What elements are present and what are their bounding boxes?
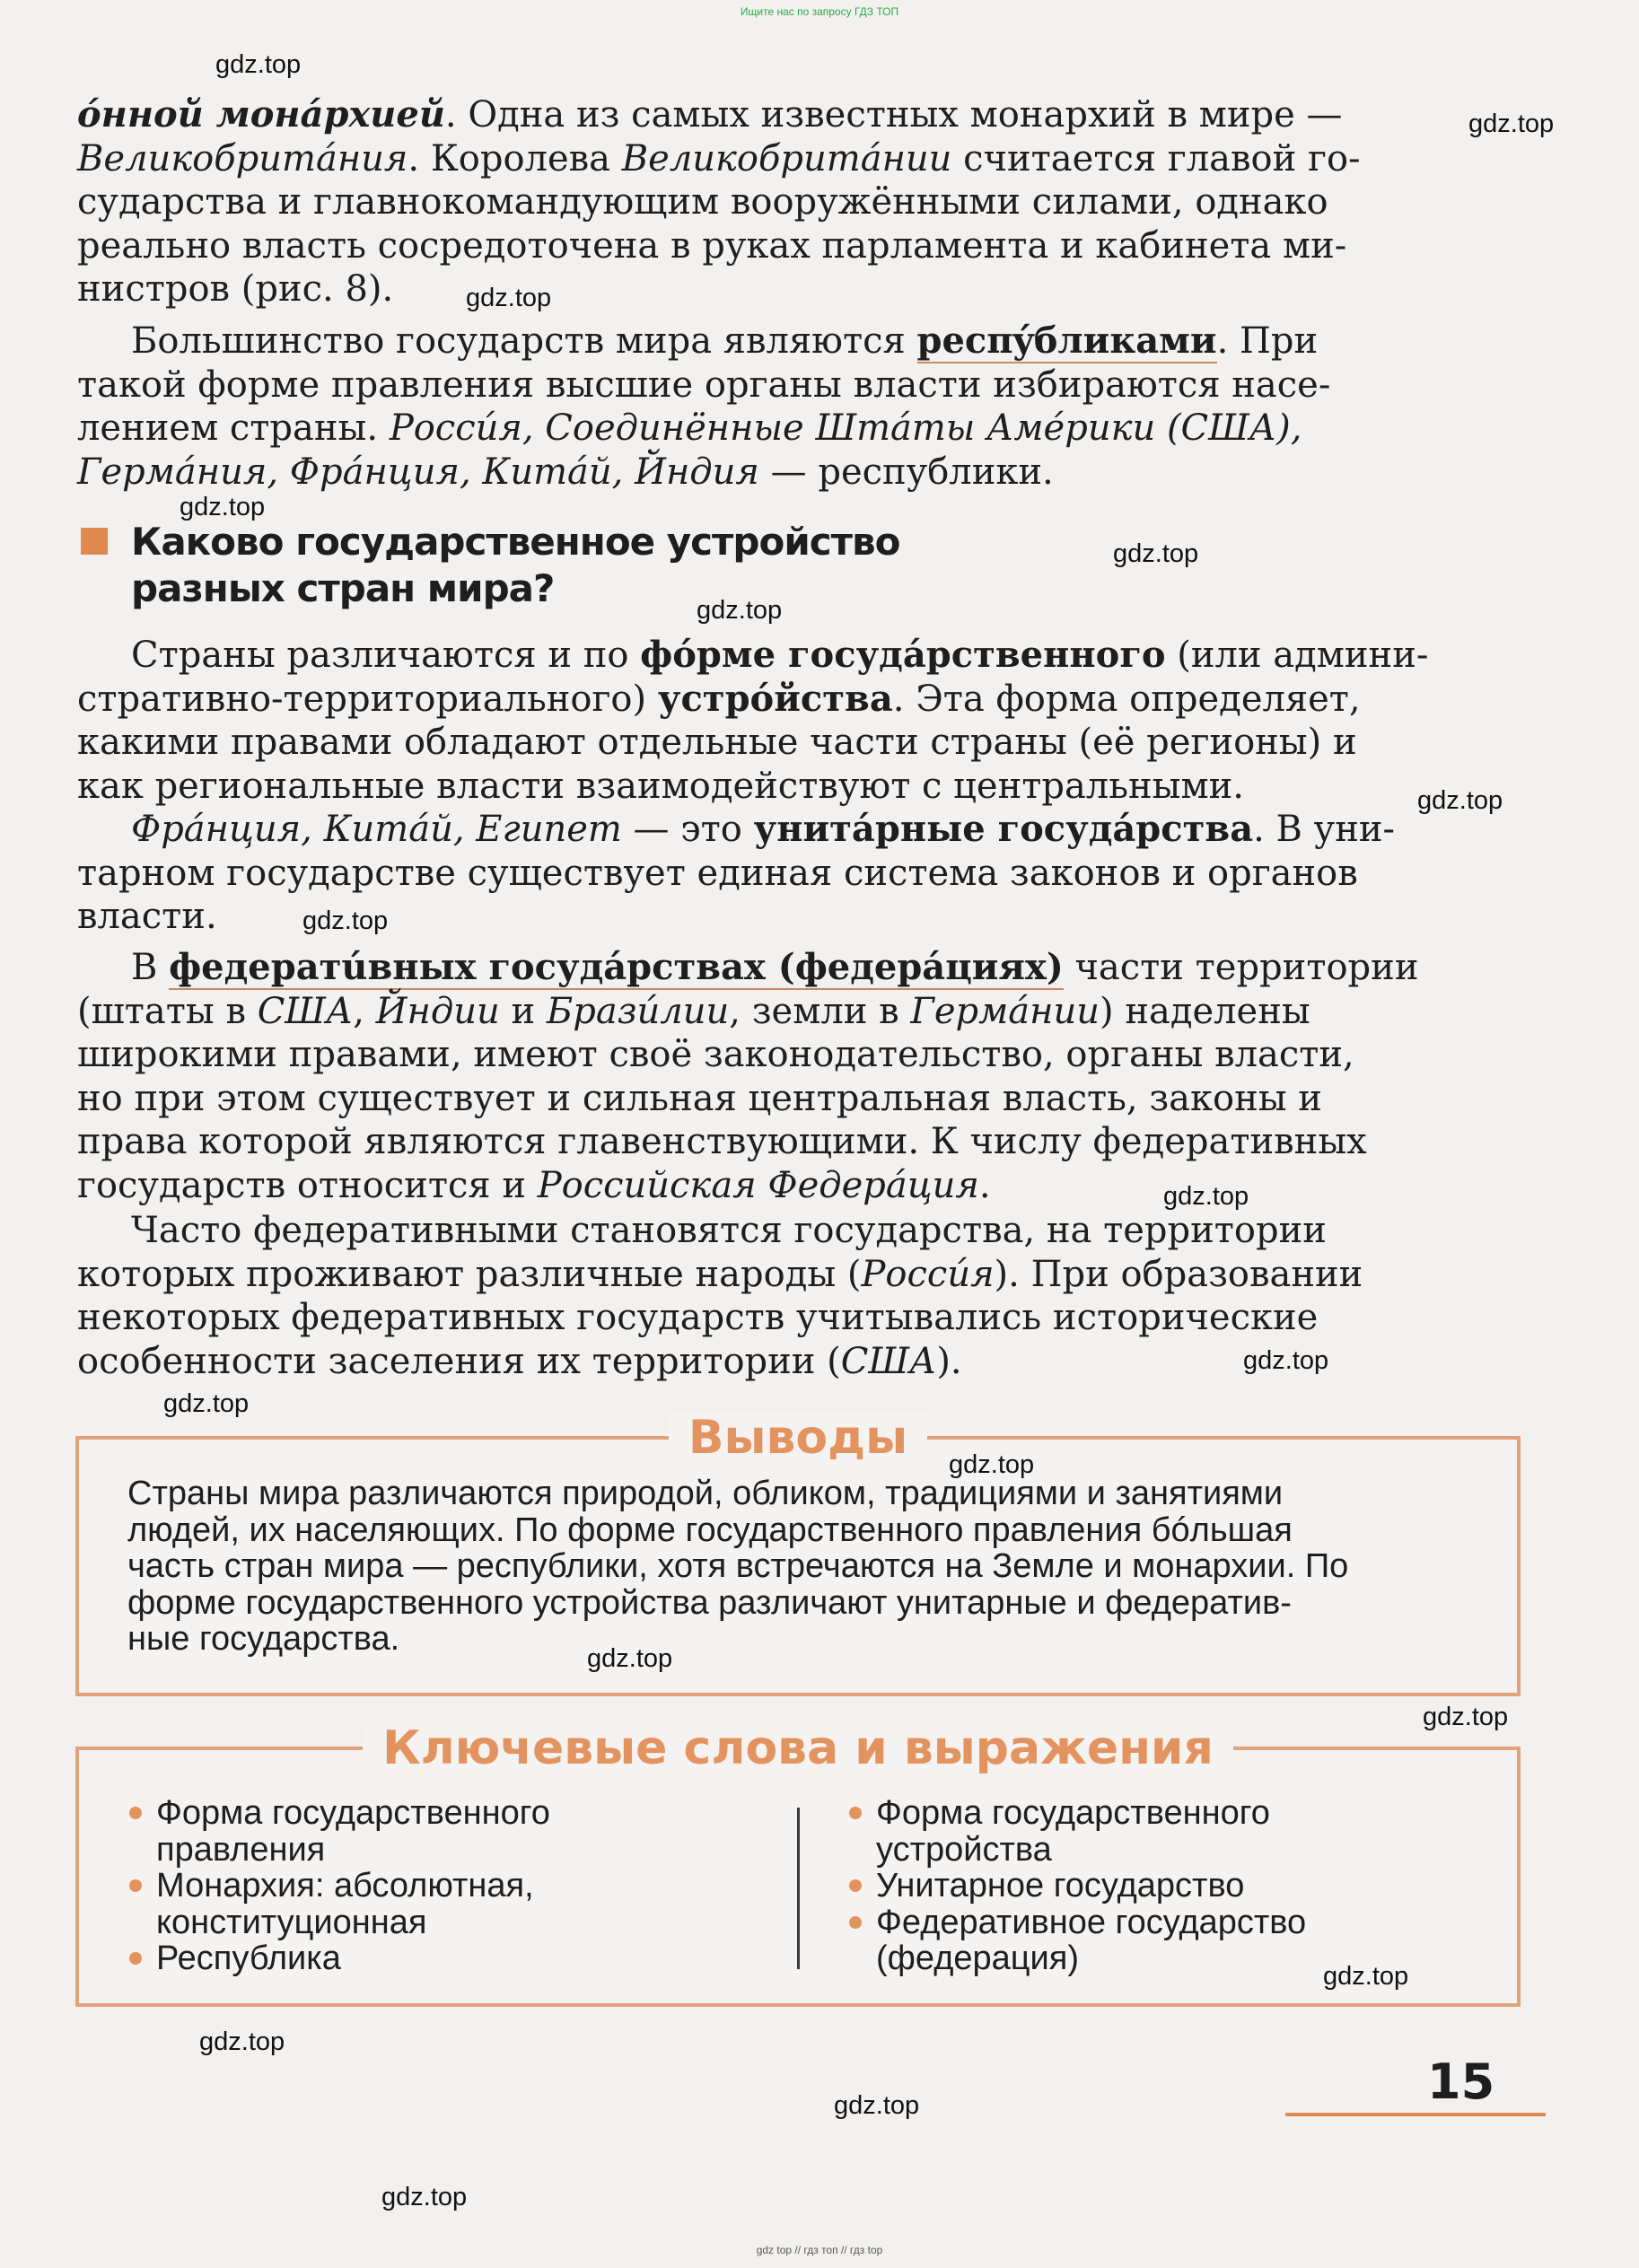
keyword-text: Форма государственного: [156, 1794, 550, 1832]
keyword-item: [847, 1795, 1306, 1868]
text: части территории: [1063, 947, 1419, 988]
keywords-title-text: Ключевые слова и выражения: [363, 1721, 1233, 1775]
watermark: gdz.top: [1163, 1182, 1249, 1211]
heading-line: Каково государственное устройство: [131, 520, 900, 564]
heading-square-marker: [81, 528, 108, 555]
text: Страны различаются и по: [131, 635, 641, 676]
text-line: форме государственного устройства различают унитарные и федератив-: [127, 1583, 1292, 1622]
term-federal-states: федератúвных госудáрствах (федерáциях): [169, 946, 1064, 988]
watermark: gdz.top: [1113, 539, 1199, 568]
watermark: gdz.top: [215, 50, 302, 79]
keyword-text: правления: [156, 1830, 326, 1869]
keyword-item: [127, 1868, 550, 1940]
keyword-text: конституционная: [156, 1903, 427, 1941]
watermark: gdz.top: [1323, 1962, 1409, 1991]
watermark: gdz.top: [834, 2091, 920, 2120]
country-names: Гермáния, Фрáнция, Китáй, Йндия: [77, 451, 759, 493]
keywords-right-list: [847, 1795, 1306, 1977]
conclusions-title-text: Выводы: [669, 1411, 927, 1465]
text: . При: [1216, 320, 1319, 362]
text-line: власти.: [77, 896, 217, 937]
text: .: [978, 1164, 991, 1206]
text-line: Страны мира различаются природой, обликом, традициями и занятиями: [127, 1475, 1284, 1512]
text: — это: [621, 809, 754, 850]
text: лением страны.: [77, 407, 390, 449]
text: ,: [353, 990, 376, 1032]
keyword-text: устройства: [876, 1830, 1052, 1869]
keywords-title: [79, 1721, 1517, 1775]
watermark: gdz.top: [381, 2183, 468, 2211]
term-republics: респýбликами: [916, 320, 1217, 362]
watermark: gdz.top: [949, 1450, 1035, 1479]
text: стративно-территориального): [77, 678, 658, 720]
watermark: gdz.top: [180, 493, 266, 521]
text: — республики.: [758, 451, 1054, 493]
text: . В уни-: [1253, 809, 1396, 850]
place-name: Великобритáния: [77, 137, 408, 180]
watermark: gdz.top: [1243, 1346, 1329, 1375]
keyword-item: [847, 1868, 1306, 1905]
text: которых проживают различные народы (: [77, 1253, 862, 1295]
text: . Эта форма определяет,: [892, 678, 1361, 720]
country-name: США: [840, 1340, 937, 1382]
keyword-text: Республика: [156, 1940, 341, 1977]
country-name: Бразúлии: [546, 990, 730, 1032]
country-name: США: [257, 990, 354, 1032]
keywords-left-list: [127, 1795, 550, 1977]
country-name: Россúя: [861, 1253, 995, 1295]
country-name: Йндии: [375, 990, 500, 1032]
text: . Королева: [408, 137, 622, 180]
text: ). При образовании: [994, 1253, 1363, 1295]
text-line: Часто федеративными становятся государства, на территории: [131, 1210, 1327, 1251]
watermark: gdz.top: [199, 2027, 285, 2056]
paragraph-monarchy: [77, 93, 1513, 311]
keyword-text: Унитарное государство: [876, 1867, 1245, 1905]
watermark: gdz.top: [466, 284, 552, 312]
country-names: Фрáнция, Китáй, Египет: [131, 809, 622, 850]
top-banner-note: Ищите нас по запросу ГДЗ ТОП: [740, 5, 899, 18]
section-heading: [131, 519, 899, 612]
text: В: [131, 947, 170, 988]
keyword-text: Форма государственного: [876, 1794, 1270, 1832]
paragraph-republic: [77, 320, 1513, 494]
watermark: gdz.top: [587, 1644, 673, 1673]
keywords-divider: [797, 1808, 800, 1969]
term-form-of-state: фóрме госудáрственного: [640, 634, 1166, 676]
term-structure: устрóйства: [657, 677, 893, 720]
paragraph-federal: [77, 946, 1513, 1207]
text-line: такой форме правления высшие органы власти избираются насе-: [77, 363, 1331, 406]
place-name: Великобритáнии: [621, 137, 952, 180]
country-name: Российская Федерáция: [537, 1164, 979, 1206]
bottom-banner-note: gdz top // гдз топ // гдз top: [756, 2244, 883, 2256]
country-name: Гермáнии: [910, 990, 1100, 1032]
text-line: сударства и главнокомандующим вооружёнными силами, однако: [77, 181, 1328, 223]
text-line: часть стран мира — республики, хотя встречаются на Земле и монархии. По: [127, 1547, 1349, 1585]
keyword-item: [127, 1795, 550, 1868]
text: (или админи-: [1165, 635, 1429, 676]
text: (штаты в: [77, 990, 258, 1032]
text-line: ные государства.: [127, 1620, 400, 1658]
keyword-text: Монархия: абсолютная,: [156, 1867, 534, 1905]
keywords-box: [75, 1721, 1521, 2007]
keyword-item: [127, 1940, 550, 1977]
conclusions-box: [75, 1411, 1521, 1696]
text: ) наделены: [1100, 990, 1310, 1032]
text-line: реально власть сосредоточена в руках парламента и кабинета ми-: [77, 224, 1347, 267]
watermark: gdz.top: [1423, 1703, 1509, 1731]
keyword-text: Федеративное государство: [876, 1903, 1307, 1941]
text-line: но при этом существует и сильная центральная власть, законы и: [77, 1077, 1322, 1119]
text-line: права которой являются главенствующими. К числу федеративных: [77, 1121, 1367, 1162]
heading-line: разных стран мира?: [131, 566, 555, 610]
text: ).: [936, 1340, 962, 1382]
text-line: широкими правами, имеют своё законодательство, органы власти,: [77, 1034, 1354, 1075]
text: особенности заселения их территории (: [77, 1340, 841, 1382]
text: государств относится и: [77, 1164, 538, 1206]
text-line: нистров (рис. 8).: [77, 268, 394, 310]
conclusions-title: [79, 1411, 1517, 1465]
page-number: 15: [1427, 2053, 1495, 2110]
text: Большинство государств мира являются: [131, 320, 917, 362]
watermark: gdz.top: [163, 1389, 250, 1418]
text: , земли в: [729, 990, 911, 1032]
text-line: как региональные власти взаимодействуют с центральными.: [77, 765, 1244, 807]
text-line: тарном государстве существует единая система законов и органов: [77, 852, 1358, 894]
page-number-underline: [1285, 2113, 1546, 2116]
text: и: [499, 990, 547, 1032]
watermark: gdz.top: [1468, 109, 1555, 138]
term-unitary-states: унитáрные госудáрства: [753, 808, 1254, 850]
watermark: gdz.top: [302, 906, 389, 935]
country-names: Россúя, Соединённые Штáты Амéрики (США),: [389, 407, 1302, 449]
text-line: людей, их населяющих. По форме государственного правления бóльшая: [127, 1511, 1293, 1549]
keyword-item: [847, 1905, 1306, 1977]
watermark: gdz.top: [697, 596, 783, 625]
paragraph-unitary: [77, 808, 1513, 939]
term-constitutional-monarchy: óнной монáрхией: [77, 93, 445, 136]
text-line: некоторых федеративных государств учитывались исторические: [77, 1297, 1319, 1338]
keyword-text: (федерация): [876, 1940, 1080, 1977]
text-line: какими правами обладают отдельные части страны (её регионы) и: [77, 722, 1357, 763]
paragraph-structure: [77, 634, 1513, 808]
conclusions-text: [127, 1476, 1456, 1658]
text: считается главой го-: [951, 137, 1361, 180]
watermark: gdz.top: [1417, 786, 1503, 815]
text: . Одна из самых известных монархий в мире —: [444, 94, 1343, 136]
